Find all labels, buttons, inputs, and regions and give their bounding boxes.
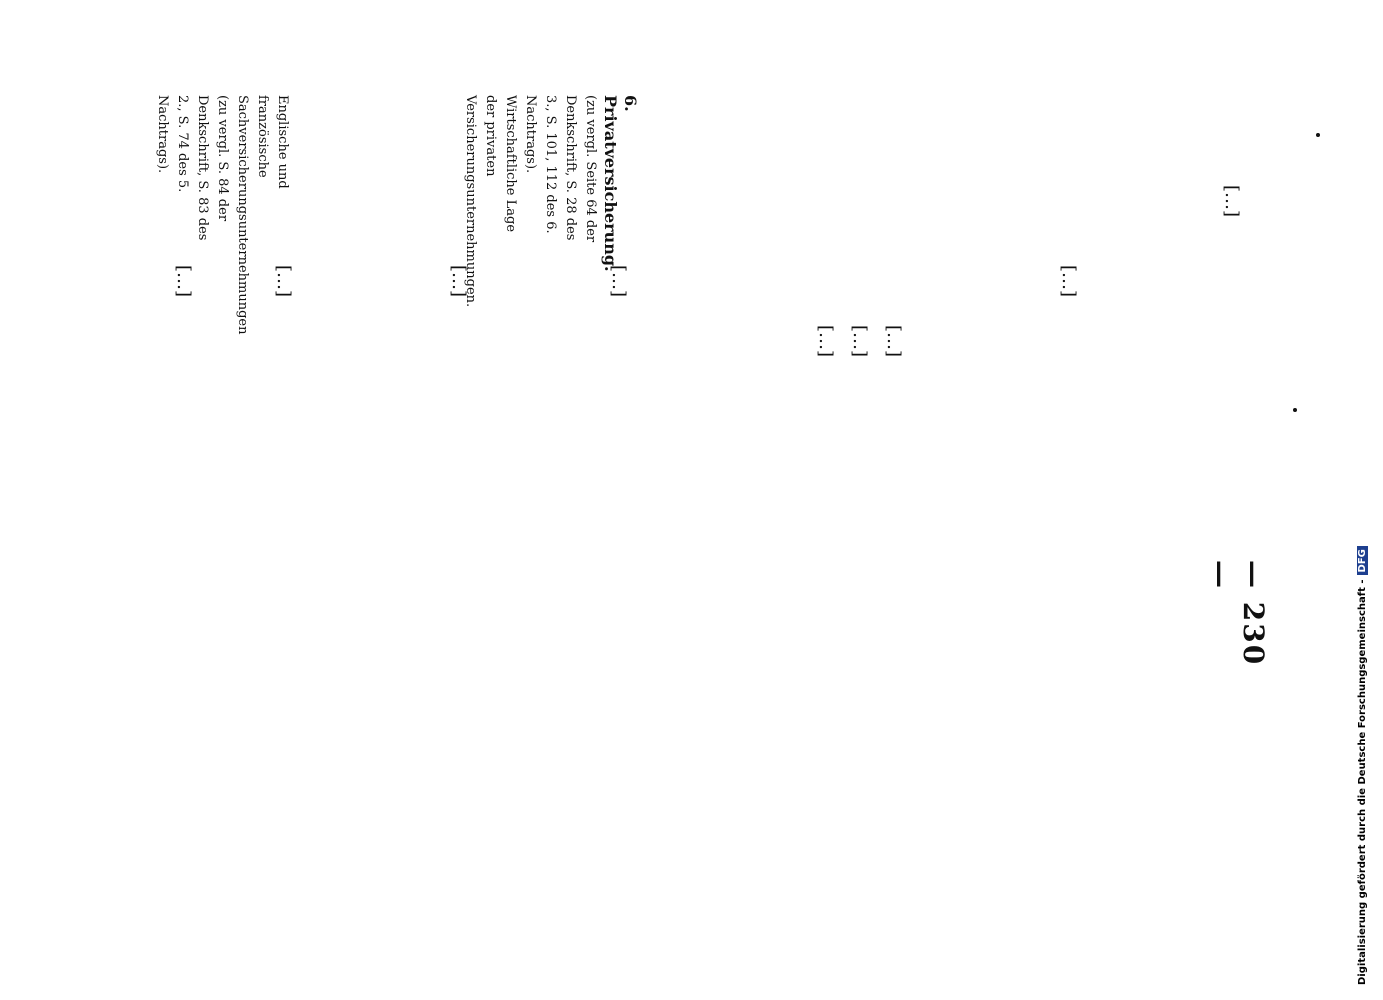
section-sidenote	[460, 95, 640, 308]
page-number: — 230 —	[1204, 560, 1270, 667]
dfg-logo: DFG	[1357, 546, 1368, 575]
credit-text: Digitalisierung gefördert durch die Deutsche Forschungsgemeinschaft -	[1357, 579, 1368, 985]
body-paragraph-5: […]	[273, 265, 294, 298]
section-subnote: Wirtschaftliche Lage der privaten Versicherungsunternehmungen.	[463, 95, 518, 308]
list-item: […]	[849, 325, 870, 358]
body-paragraph-2: […]	[1058, 265, 1079, 298]
body-paragraph-1: […]	[1221, 185, 1242, 218]
english-french-sidenote: Englische und französische Sachversicherungsunternehmungen (zu vergl. S. 84 der Denkschrift, S. 83 des 2., S. 74 des 5. Nachtrags).	[155, 95, 290, 335]
list-item: […]	[815, 325, 836, 358]
body-paragraph-6: […]	[173, 265, 194, 298]
section-ref: (zu vergl. Seite 64 der Denkschrift, S. 28 des 3., S. 101, 112 des 6. Nachtrags).	[523, 95, 598, 243]
list-item: […]	[883, 325, 904, 358]
body-paragraph-3: […]	[608, 265, 629, 298]
scan-speck	[1293, 408, 1297, 412]
body-paragraph-4: […]	[448, 265, 469, 298]
scan-speck	[1316, 133, 1320, 137]
enumerated-list	[808, 325, 910, 915]
digitization-credit	[1357, 546, 1368, 985]
section-heading: 6. Privatversicherung.	[601, 95, 640, 272]
